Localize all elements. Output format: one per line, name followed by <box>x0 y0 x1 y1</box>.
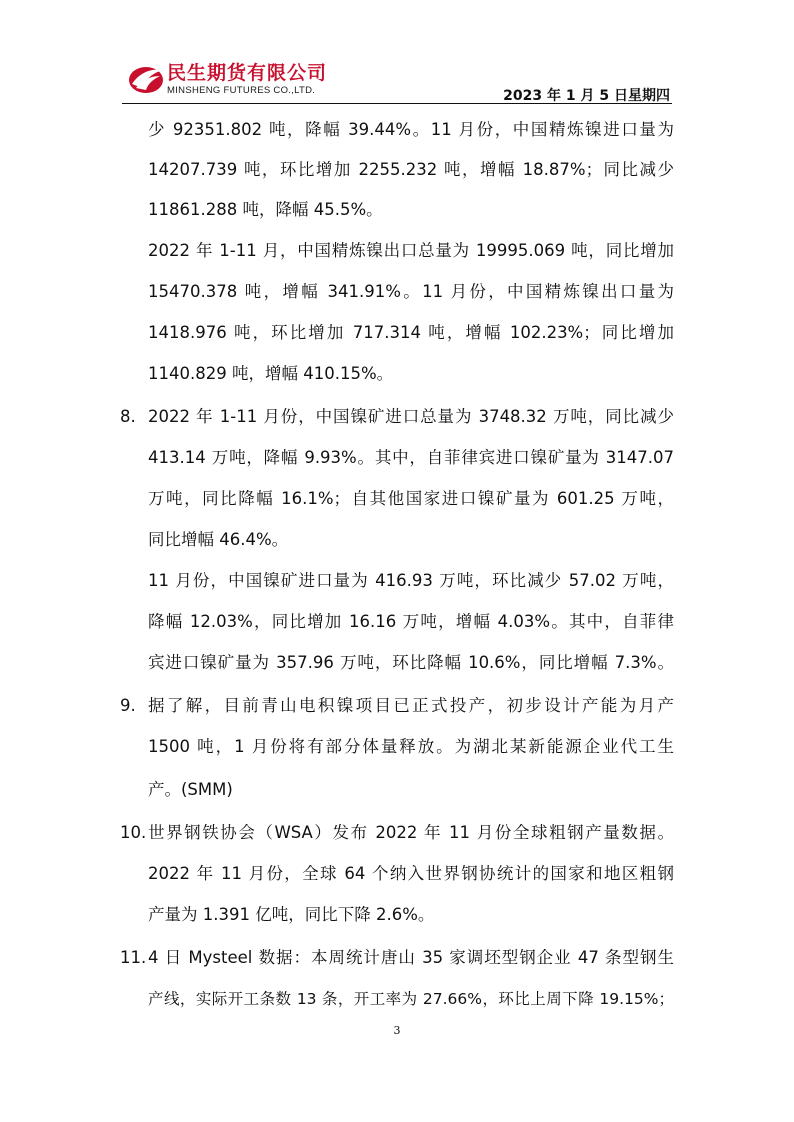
body-line: 11 月份，中国镍矿进口量为 416.93 万吨，环比减少 57.02 万吨， <box>148 571 674 590</box>
company-name-en: MINSHENG FUTURES CO.,LTD. <box>167 85 316 96</box>
body-line: 产量为 1.391 亿吨，同比下降 2.6%。 <box>148 905 435 924</box>
body-line: 2022 年 11 月份，全球 64 个纳入世界钢协统计的国家和地区粗钢 <box>148 864 674 883</box>
body-line: 4 日 Mysteel 数据：本周统计唐山 35 家调坯型钢企业 47 条型钢生 <box>148 948 674 967</box>
page-header <box>0 0 794 110</box>
body-line: 世界钢铁协会（WSA）发布 2022 年 11 月份全球粗钢产量数据。 <box>148 823 674 842</box>
list-item-number: 8. <box>120 407 136 426</box>
body-line: 万吨，同比降幅 16.1%；自其他国家进口镍矿量为 601.25 万吨， <box>148 489 674 508</box>
body-line: 宾进口镍矿量为 357.96 万吨，环比降幅 10.6%，同比增幅 7.3%。 <box>148 653 674 672</box>
body-line: 14207.739 吨，环比增加 2255.232 吨，增幅 18.87%；同比减少 <box>148 160 674 179</box>
body-line: 11861.288 吨，降幅 45.5%。 <box>148 200 383 219</box>
minsheng-logo-icon <box>126 58 166 98</box>
body-line: 产。(SMM) <box>148 780 233 799</box>
body-line: 同比增幅 46.4%。 <box>148 530 289 549</box>
body-line: 1418.976 吨，环比增加 717.314 吨，增幅 102.23%；同比增加 <box>148 323 674 342</box>
page-number: 3 <box>393 1024 401 1037</box>
body-line: 产线，实际开工条数 13 条，开工率为 27.66%，环比上周下降 19.15%； <box>148 990 674 1008</box>
company-name-cn: 民生期货有限公司 <box>167 62 328 84</box>
list-item-number: 10. <box>120 823 147 842</box>
report-date: 2023 年 1 月 5 日星期四 <box>503 88 670 104</box>
body-line: 1500 吨，1 月份将有部分体量释放。为湖北某新能源企业代工生 <box>148 737 674 756</box>
body-line: 降幅 12.03%，同比增加 16.16 万吨，增幅 4.03%。其中，自菲律 <box>148 612 674 631</box>
body-line: 15470.378 吨，增幅 341.91%。11 月份，中国精炼镍出口量为 <box>148 282 674 301</box>
list-item-number: 9. <box>120 696 136 715</box>
body-line: 少 92351.802 吨，降幅 39.44%。11 月份，中国精炼镍进口量为 <box>148 120 674 139</box>
body-line: 2022 年 1-11 月，中国精炼镍出口总量为 19995.069 吨，同比增加 <box>148 241 674 260</box>
body-line: 2022 年 1-11 月份，中国镍矿进口总量为 3748.32 万吨，同比减少 <box>148 407 674 426</box>
header-divider <box>122 103 672 104</box>
body-line: 413.14 万吨，降幅 9.93%。其中，自菲律宾进口镍矿量为 3147.07 <box>148 448 674 467</box>
list-item-number: 11. <box>120 948 147 967</box>
body-line: 据了解，目前青山电积镍项目已正式投产，初步设计产能为月产 <box>148 696 674 715</box>
body-line: 1140.829 吨，增幅 410.15%。 <box>148 364 394 383</box>
